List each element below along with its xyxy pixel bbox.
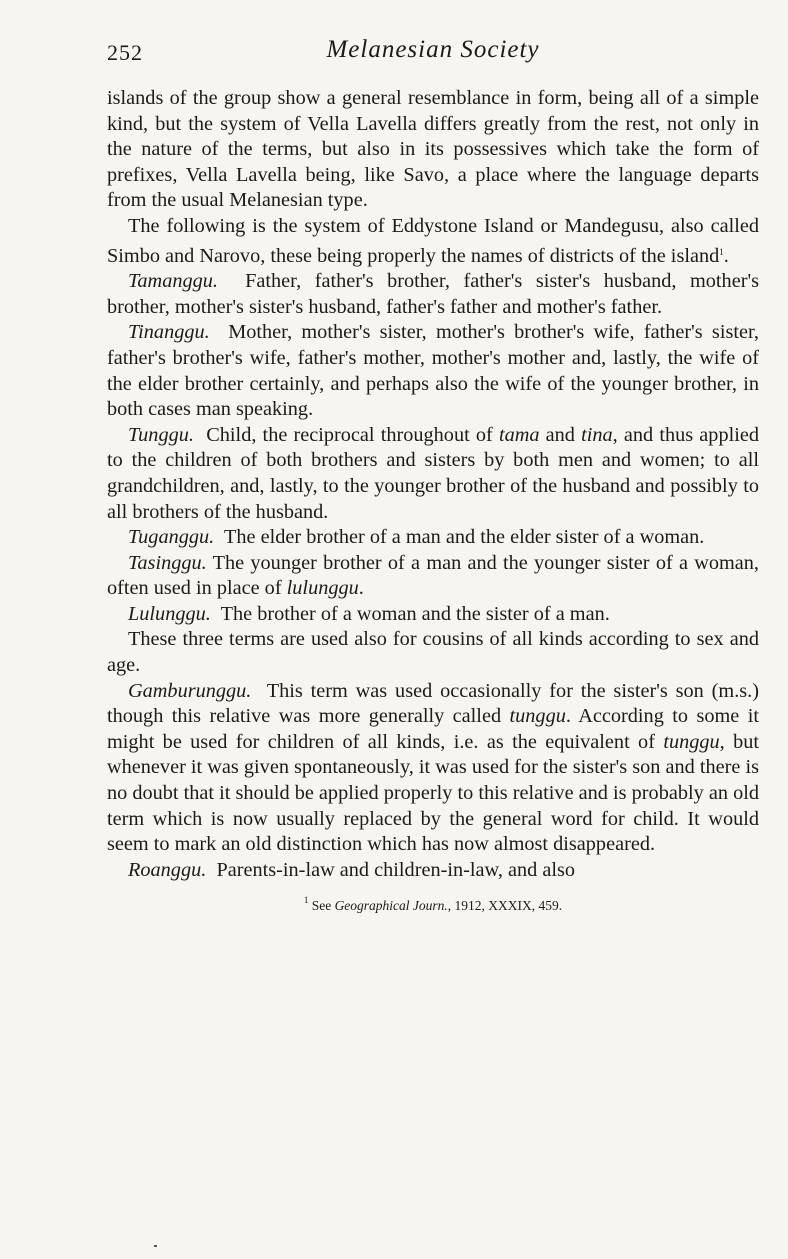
paragraph-text: These three terms are used also for cousins of all kinds according to sex and age. [107, 628, 759, 677]
kinship-term: Tinanggu. [128, 321, 210, 344]
body-text [107, 86, 759, 883]
paragraph-text: . [723, 244, 729, 267]
footnote-text: , 1912, XXXIX, 459. [447, 898, 563, 914]
kinship-entry [107, 602, 759, 628]
paragraph [107, 627, 759, 678]
inline-term: tama [498, 423, 540, 446]
kinship-term: Tuganggu. [128, 526, 215, 549]
page-number: 252 [107, 40, 143, 65]
paragraph-text: islands of the group show a general resemblance in form, being all of a simple kind, but the system of Vella Lavella differs greatly from the rest, not only in the nature of the terms, but also in its possessives which take the form of prefixes, Vella Lavella being, like Savo, a place where the language departs from the usual Melanesian type. [107, 87, 759, 212]
kinship-entry [107, 423, 759, 525]
footnote [107, 891, 759, 915]
kinship-term: Lulunggu. [128, 602, 211, 625]
paragraph [107, 86, 759, 214]
kinship-definition: Mother, mother's sister, mother's brother's wife, father's sister, father's brother's wife, father's mother, mother's mother and, lastly, the wife of the elder brother certainly, and perhaps also the wife of the younger brother, in both cases man speaking. [107, 321, 760, 421]
paragraph [107, 214, 759, 269]
book-page [107, 34, 759, 915]
page-header [107, 34, 759, 74]
kinship-definition: . [358, 577, 364, 600]
kinship-definition: , and thus applied to the children of both brothers and sisters by both men and women; to all grandchildren, and, lastly, to the younger brother of the husband and possibly to all brothers of the husband. [107, 423, 759, 523]
kinship-term: Tasinggu. [128, 551, 207, 574]
kinship-definition: , but whenever it was given spontaneously, it was used for the sister's son and there is no doubt that it should be applied properly to this relative and is probably an old term which is now usually replaced by the general word for child. It would seem to mark an old distinction which has now almost disappeared. [107, 730, 759, 856]
kinship-term: Tunggu. [128, 423, 194, 446]
kinship-entry [107, 551, 759, 602]
kinship-definition: The brother of a woman and the sister of a man. [220, 602, 610, 625]
running-title: Melanesian Society [326, 36, 540, 63]
paragraph-text: The following is the system of Eddystone Island or Mandegusu, also called Simbo and Narovo, these being properly the names of districts of the island [107, 214, 759, 267]
kinship-term: Gamburunggu. [128, 679, 252, 702]
kinship-definition: Child, the reciprocal throughout of [206, 423, 499, 446]
kinship-definition: . According to some it might be used for children of all kinds, i.e. as the equivalent of [107, 705, 759, 753]
kinship-entry [107, 320, 759, 422]
footnote-mark: 1 [303, 895, 309, 906]
kinship-entry [107, 525, 759, 551]
kinship-definition: Parents-in-law and children-in-law, and also [216, 858, 576, 881]
inline-term: lulunggu [286, 577, 359, 600]
footnote-reference: 1 [719, 246, 724, 257]
kinship-entry [107, 858, 759, 884]
kinship-definition: The younger brother of a man and the younger sister of a woman, often used in place of [107, 551, 759, 600]
inline-term: tunggu [509, 705, 566, 728]
kinship-entry [107, 679, 759, 858]
inline-term: tunggu [663, 730, 720, 753]
footnote-source: Geographical Journ. [334, 898, 448, 914]
kinship-definition: Father, father's brother, father's sister's husband, mother's brother, mother's sister's husband, father's father and mother's father. [107, 270, 759, 318]
kinship-definition: This term was used occasionally for the sister's son (m.s.) though this relative was more generally called [107, 679, 759, 728]
kinship-entry [107, 269, 759, 320]
kinship-term: Roanggu. [128, 858, 207, 881]
footnote-text: See [311, 898, 335, 914]
kinship-definition: The elder brother of a man and the elder sister of a woman. [224, 526, 705, 549]
inline-term: tina [581, 423, 613, 446]
page-speck [154, 1245, 157, 1247]
kinship-term: Tamanggu. [128, 270, 218, 293]
kinship-definition: and [539, 423, 582, 446]
